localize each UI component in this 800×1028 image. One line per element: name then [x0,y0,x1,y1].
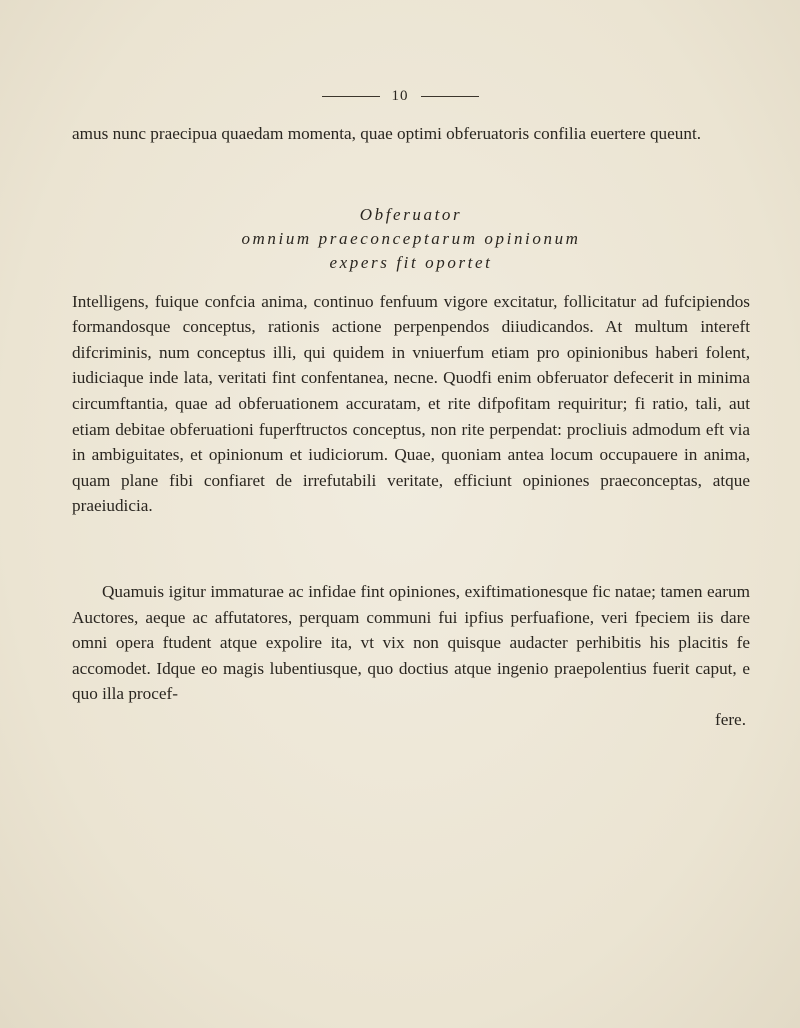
section-heading [72,203,750,275]
header-rule-right [421,96,479,97]
heading-line-2: omnium praeconceptarum opinionum [241,228,581,248]
intro-paragraph: amus nunc praecipua quaedam momenta, quae optimi obferuatoris confilia euertere queunt. [72,124,702,143]
body-text [72,121,750,733]
catchword: fere. [714,709,746,729]
paragraph-2: Quamuis igitur immaturae ac infidae fint opiniones, exiftimationesque fic natae; tamen earum Auctores, aeque ac affutatores, perquam communi fui ipfius perfuafione, veri fpeciem iis dare omni opera ftudent atque expolire ita, vt vix non quisque audacter perhibitis his placitis fe accomodet. Idque eo magis lubentiusque, quo doctius atque ingenio praepolentius fuerit caput, e quo illa procef- [72,581,750,704]
heading-line-1: Obferuator [359,204,463,224]
page-number: 10 [391,88,409,104]
heading-line-3: expers fit oportet [329,252,493,272]
page-header [0,88,800,105]
header-rule-left [322,96,380,97]
paragraph-1: Intelligens, fuique confcia anima, continuo fenfuum vigore excitatur, follicitatur ad fufcipiendos formandosque conceptus, rationis actione perpenpendos diiudicandos. At multum intereft difcriminis, num conceptus illi, qui quidem in vniuerfum etiam pro opinionibus haberi folent, iudiciaque inde lata, veritati fint confentanea, necne. Quodfi enim obferuator defecerit in minima circumftantia, quae ad obferuationem accuratam, et rite difpofitam requiritur; fi ratio, tali, aut etiam debitae obferuationi fuperftructos conceptus, non rite perpendat: procliuis admodum eft via in ambiguitates, et opinionum et iudiciorum. Quae, quoniam antea locum occupauere in anima, quam plane fibi confiaret de irrefutabili veritate, efficiunt opiniones praeconceptas, atque praeiudicia. [72,291,750,516]
